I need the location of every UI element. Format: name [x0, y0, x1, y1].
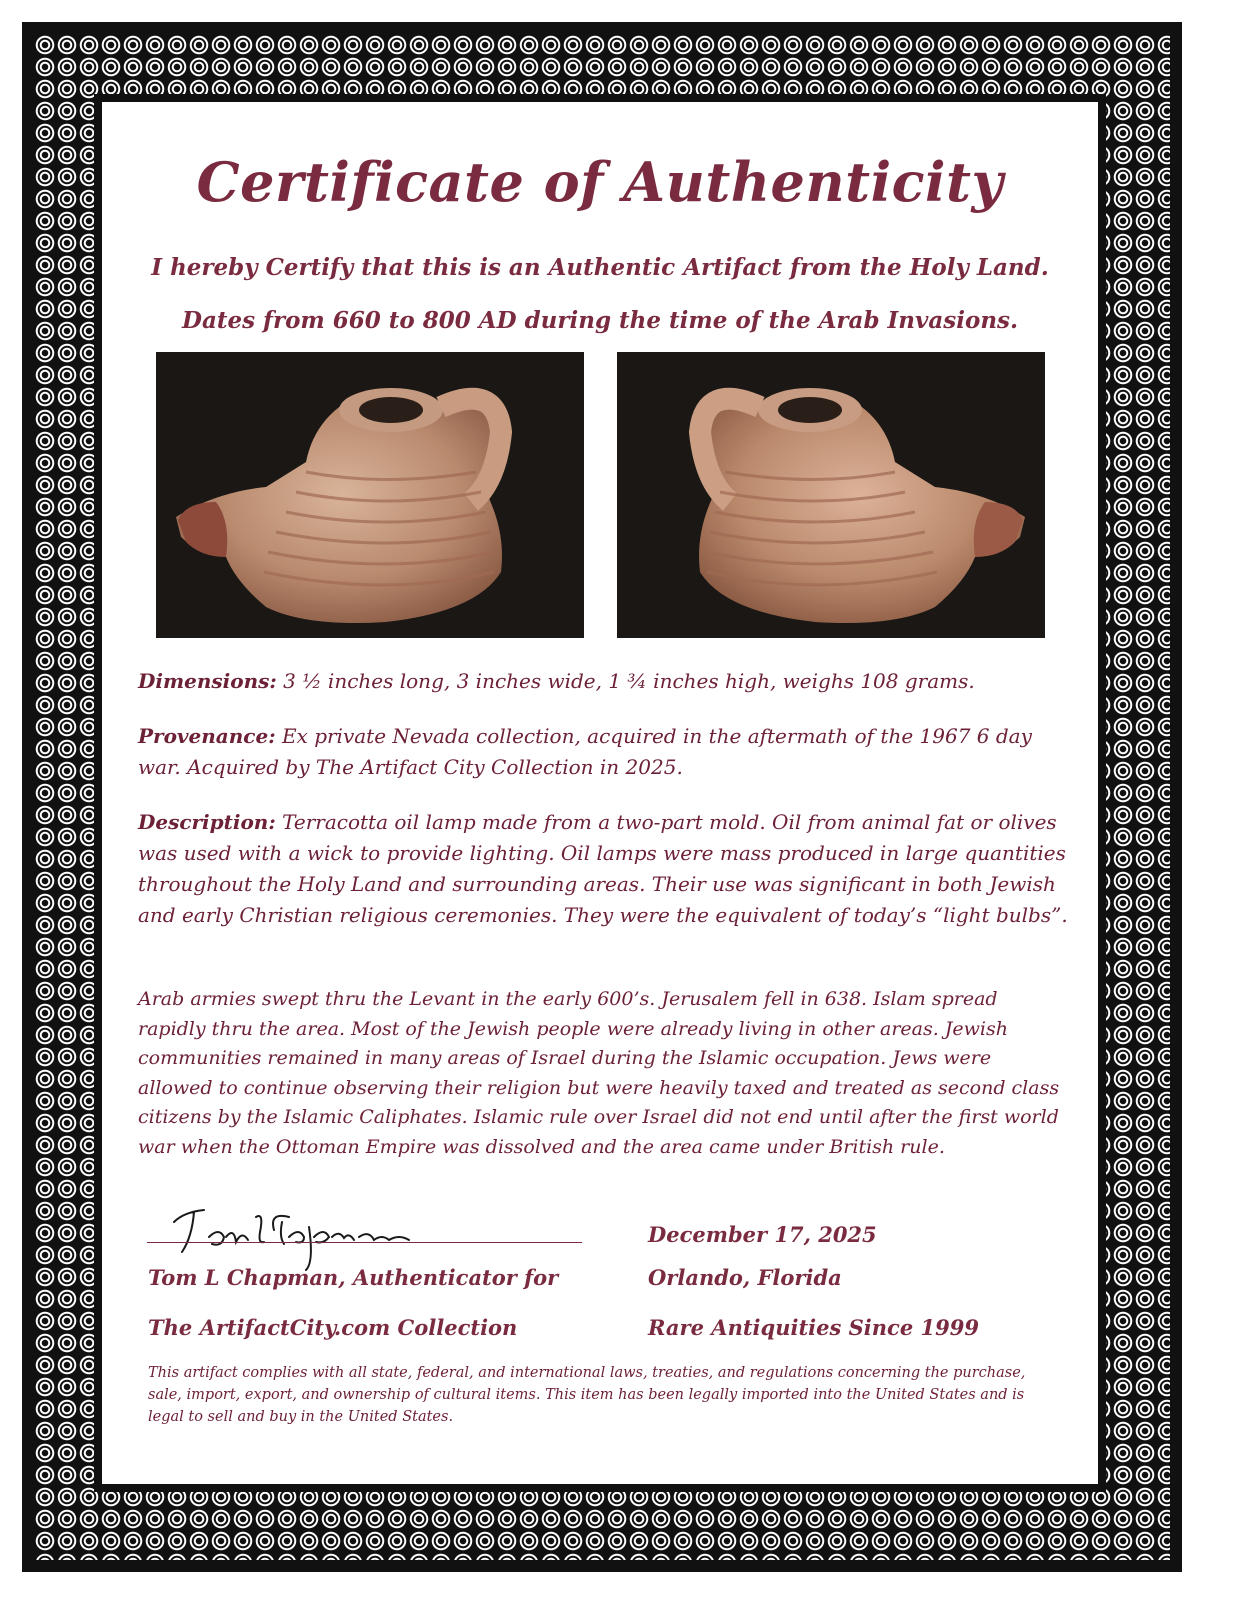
- signature-line: [147, 1242, 582, 1243]
- oil-lamp-left-image: [156, 352, 584, 638]
- authenticator-name: Tom L Chapman, Authenticator for: [148, 1265, 559, 1290]
- description-text: Terracotta oil lamp made from a two-part mold. Oil from animal fat or olives was used with a wick to provide lighting. Oil lamps were mass produced in large quantities throughout the Holy Land and surrounding areas. Their use was significant in both Jewish and early Christian religious ceremonies. They were the equivalent of today’s “light bulbs”.: [138, 810, 1068, 927]
- dimensions-label: Dimensions:: [138, 669, 277, 693]
- artifact-photo-left: [156, 352, 584, 638]
- certificate-body: [102, 102, 1098, 1484]
- certificate-location: Orlando, Florida: [648, 1265, 842, 1290]
- history-paragraph: Arab armies swept thru the Levant in the early 600’s. Jerusalem fell in 638. Islam spread rapidly thru the area. Most of the Jewish people were already living in other areas. Jewish communities remained in many areas of Israel during the Islamic occupation. Jews were allowed to continue observing their religion but were heavily taxed and treated as second class citizens by the Islamic Caliphates. Islamic rule over Israel did not end until after the first world war when the Ottoman Empire was dissolved and the area came under British rule.: [138, 988, 1060, 1158]
- dimensions-paragraph: [138, 666, 1068, 697]
- description-paragraph: [138, 807, 1068, 931]
- date-statement: Dates from 660 to 800 AD during the time of the Arab Invasions.: [182, 307, 1018, 334]
- provenance-paragraph: [138, 721, 1068, 783]
- collection-name: The ArtifactCity.com Collection: [148, 1315, 518, 1340]
- legal-disclaimer: This artifact complies with all state, federal, and international laws, treaties, and regulations concerning the purchase, sale, import, export, and ownership of cultural items. This item has been legally imported into the United States and is legal to sell and buy in the United States.: [148, 1365, 1026, 1425]
- handwritten-signature: [164, 1182, 434, 1272]
- oil-lamp-right-image: [617, 352, 1045, 638]
- certificate-date: December 17, 2025: [648, 1222, 877, 1247]
- certificate-border: [22, 22, 1182, 1572]
- certificate-title: Certificate of Authenticity: [196, 150, 1004, 214]
- certification-statement: I hereby Certify that this is an Authentic Artifact from the Holy Land.: [151, 254, 1049, 281]
- artifact-photo-right: [617, 352, 1045, 638]
- business-tagline: Rare Antiquities Since 1999: [648, 1315, 979, 1340]
- description-label: Description:: [138, 810, 276, 834]
- provenance-label: Provenance:: [138, 724, 276, 748]
- dimensions-text: 3 ½ inches long, 3 inches wide, 1 ¾ inches high, weighs 108 grams.: [276, 669, 975, 693]
- provenance-text: Ex private Nevada collection, acquired in the aftermath of the 1967 6 day war. Acquired by The Artifact City Collection in 2025.: [138, 724, 1032, 779]
